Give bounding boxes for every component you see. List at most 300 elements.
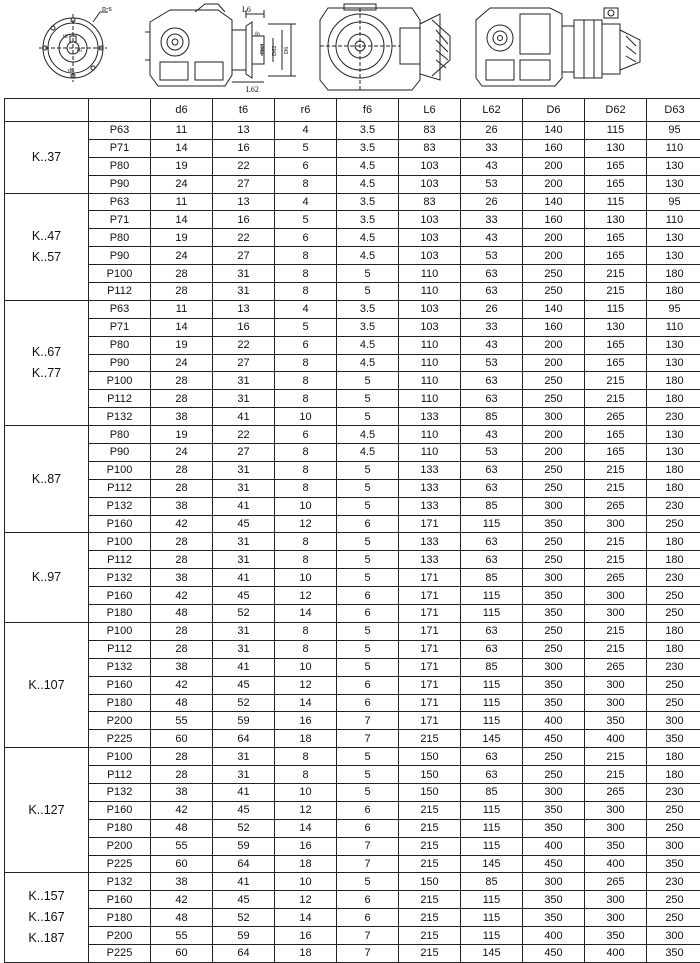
flange-size-cell: P180 <box>89 605 151 623</box>
value-cell: 8 <box>275 265 337 283</box>
label-n-s: n-s <box>102 4 112 13</box>
value-cell: 130 <box>647 426 700 444</box>
value-cell: 180 <box>647 265 700 283</box>
model-name: K..37 <box>5 147 88 168</box>
value-cell: 42 <box>151 891 213 909</box>
value-cell: 7 <box>337 712 399 730</box>
value-cell: 43 <box>461 426 523 444</box>
value-cell: 150 <box>399 783 461 801</box>
value-cell: 3.5 <box>337 122 399 140</box>
value-cell: 63 <box>461 283 523 301</box>
value-cell: 250 <box>647 891 700 909</box>
table-row <box>5 873 700 891</box>
value-cell: 171 <box>399 640 461 658</box>
value-cell: 250 <box>647 909 700 927</box>
value-cell: 160 <box>523 139 585 157</box>
table-row <box>5 139 700 157</box>
flange-size-cell: P132 <box>89 658 151 676</box>
value-cell: 115 <box>461 694 523 712</box>
flange-size-cell: P100 <box>89 622 151 640</box>
value-cell: 95 <box>647 122 700 140</box>
value-cell: 115 <box>461 927 523 945</box>
value-cell: 215 <box>399 819 461 837</box>
value-cell: 4 <box>275 193 337 211</box>
value-cell: 5 <box>337 461 399 479</box>
value-cell: 350 <box>647 944 700 962</box>
value-cell: 85 <box>461 783 523 801</box>
value-cell: 43 <box>461 336 523 354</box>
value-cell: 33 <box>461 211 523 229</box>
flange-size-cell: P100 <box>89 748 151 766</box>
value-cell: 133 <box>399 497 461 515</box>
value-cell: 171 <box>399 515 461 533</box>
table-row <box>5 927 700 945</box>
value-cell: 110 <box>647 318 700 336</box>
value-cell: 250 <box>647 587 700 605</box>
value-cell: 215 <box>585 461 647 479</box>
value-cell: 14 <box>151 139 213 157</box>
table-row <box>5 622 700 640</box>
value-cell: 14 <box>275 605 337 623</box>
value-cell: 350 <box>523 819 585 837</box>
value-cell: 130 <box>647 336 700 354</box>
flange-size-cell: P160 <box>89 587 151 605</box>
value-cell: 10 <box>275 873 337 891</box>
value-cell: 52 <box>213 694 275 712</box>
value-cell: 41 <box>213 408 275 426</box>
value-cell: 53 <box>461 444 523 462</box>
value-cell: 133 <box>399 551 461 569</box>
value-cell: 4.5 <box>337 175 399 193</box>
value-cell: 41 <box>213 658 275 676</box>
column-header: d6 <box>151 99 213 122</box>
value-cell: 171 <box>399 605 461 623</box>
value-cell: 18 <box>275 855 337 873</box>
value-cell: 171 <box>399 694 461 712</box>
value-cell: 28 <box>151 390 213 408</box>
value-cell: 41 <box>213 497 275 515</box>
flange-size-cell: P180 <box>89 819 151 837</box>
value-cell: 180 <box>647 461 700 479</box>
flange-size-cell: P100 <box>89 533 151 551</box>
value-cell: 64 <box>213 730 275 748</box>
table-row <box>5 318 700 336</box>
table-row <box>5 730 700 748</box>
flange-size-cell: P90 <box>89 175 151 193</box>
value-cell: 215 <box>585 283 647 301</box>
flange-size-cell: P112 <box>89 766 151 784</box>
label-D6: D6 <box>284 47 290 54</box>
value-cell: 63 <box>461 461 523 479</box>
table-row <box>5 533 700 551</box>
value-cell: 5 <box>337 783 399 801</box>
value-cell: 171 <box>399 587 461 605</box>
value-cell: 28 <box>151 479 213 497</box>
value-cell: 28 <box>151 372 213 390</box>
value-cell: 31 <box>213 283 275 301</box>
value-cell: 215 <box>399 855 461 873</box>
table-row <box>5 819 700 837</box>
label-D62: D62 <box>272 46 278 56</box>
value-cell: 8 <box>275 551 337 569</box>
model-name: K..167 <box>5 907 88 928</box>
value-cell: 48 <box>151 819 213 837</box>
table-row <box>5 551 700 569</box>
value-cell: 215 <box>585 766 647 784</box>
model-group-cell <box>5 873 89 962</box>
value-cell: 180 <box>647 390 700 408</box>
value-cell: 115 <box>461 837 523 855</box>
value-cell: 83 <box>399 139 461 157</box>
value-cell: 350 <box>523 694 585 712</box>
value-cell: 85 <box>461 497 523 515</box>
flange-size-cell: P112 <box>89 551 151 569</box>
value-cell: 41 <box>213 873 275 891</box>
value-cell: 300 <box>585 891 647 909</box>
value-cell: 180 <box>647 640 700 658</box>
value-cell: 95 <box>647 193 700 211</box>
value-cell: 250 <box>523 372 585 390</box>
table-row <box>5 909 700 927</box>
value-cell: 6 <box>337 891 399 909</box>
value-cell: 19 <box>151 229 213 247</box>
value-cell: 6 <box>275 157 337 175</box>
value-cell: 38 <box>151 783 213 801</box>
value-cell: 4.5 <box>337 157 399 175</box>
value-cell: 5 <box>337 390 399 408</box>
flange-size-cell: P180 <box>89 694 151 712</box>
table-row <box>5 354 700 372</box>
flange-size-cell: P132 <box>89 873 151 891</box>
value-cell: 14 <box>275 909 337 927</box>
value-cell: 215 <box>399 837 461 855</box>
value-cell: 45 <box>213 676 275 694</box>
column-header: D6 <box>523 99 585 122</box>
value-cell: 85 <box>461 408 523 426</box>
label-r6: r6 <box>77 48 82 54</box>
value-cell: 165 <box>585 444 647 462</box>
value-cell: 300 <box>523 497 585 515</box>
model-group-cell <box>5 533 89 622</box>
gearbox-side-view <box>145 4 296 86</box>
table-row <box>5 766 700 784</box>
flange-size-cell: P200 <box>89 927 151 945</box>
value-cell: 63 <box>461 551 523 569</box>
value-cell: 26 <box>461 193 523 211</box>
value-cell: 115 <box>461 909 523 927</box>
value-cell: 215 <box>585 551 647 569</box>
value-cell: 250 <box>523 640 585 658</box>
flange-size-cell: P71 <box>89 139 151 157</box>
value-cell: 31 <box>213 265 275 283</box>
value-cell: 27 <box>213 444 275 462</box>
value-cell: 215 <box>585 372 647 390</box>
table-row <box>5 426 700 444</box>
value-cell: 6 <box>275 229 337 247</box>
value-cell: 52 <box>213 819 275 837</box>
value-cell: 6 <box>337 587 399 605</box>
value-cell: 165 <box>585 354 647 372</box>
value-cell: 19 <box>151 157 213 175</box>
value-cell: 180 <box>647 283 700 301</box>
table-row <box>5 157 700 175</box>
table-row <box>5 461 700 479</box>
flange-size-cell: P132 <box>89 783 151 801</box>
flange-size-cell: P63 <box>89 122 151 140</box>
value-cell: 38 <box>151 569 213 587</box>
value-cell: 300 <box>585 515 647 533</box>
value-cell: 5 <box>337 372 399 390</box>
value-cell: 55 <box>151 712 213 730</box>
value-cell: 230 <box>647 658 700 676</box>
flange-size-cell: P80 <box>89 336 151 354</box>
value-cell: 200 <box>523 229 585 247</box>
value-cell: 27 <box>213 175 275 193</box>
table-row <box>5 211 700 229</box>
model-group-cell <box>5 748 89 873</box>
value-cell: 28 <box>151 766 213 784</box>
value-cell: 8 <box>275 354 337 372</box>
value-cell: 42 <box>151 801 213 819</box>
value-cell: 215 <box>399 891 461 909</box>
table-header-row <box>5 99 700 122</box>
value-cell: 350 <box>523 515 585 533</box>
value-cell: 55 <box>151 837 213 855</box>
value-cell: 300 <box>585 605 647 623</box>
value-cell: 115 <box>461 587 523 605</box>
value-cell: 115 <box>461 801 523 819</box>
value-cell: 24 <box>151 444 213 462</box>
value-cell: 115 <box>585 300 647 318</box>
value-cell: 130 <box>647 157 700 175</box>
value-cell: 22 <box>213 426 275 444</box>
value-cell: 110 <box>399 372 461 390</box>
table-row <box>5 783 700 801</box>
value-cell: 300 <box>585 694 647 712</box>
column-header <box>89 99 151 122</box>
value-cell: 3.5 <box>337 193 399 211</box>
value-cell: 63 <box>461 622 523 640</box>
value-cell: 43 <box>461 229 523 247</box>
dimension-table <box>4 98 700 963</box>
value-cell: 250 <box>523 622 585 640</box>
label-L62: L62 <box>246 85 259 94</box>
value-cell: 24 <box>151 175 213 193</box>
value-cell: 110 <box>399 336 461 354</box>
value-cell: 115 <box>585 193 647 211</box>
value-cell: 215 <box>399 944 461 962</box>
table-row <box>5 444 700 462</box>
value-cell: 5 <box>337 551 399 569</box>
value-cell: 19 <box>151 426 213 444</box>
value-cell: 8 <box>275 640 337 658</box>
value-cell: 200 <box>523 157 585 175</box>
value-cell: 215 <box>585 390 647 408</box>
value-cell: 300 <box>523 408 585 426</box>
value-cell: 63 <box>461 748 523 766</box>
value-cell: 350 <box>523 676 585 694</box>
table-row <box>5 891 700 909</box>
value-cell: 200 <box>523 444 585 462</box>
value-cell: 115 <box>461 891 523 909</box>
flange-size-cell: P160 <box>89 676 151 694</box>
value-cell: 16 <box>213 318 275 336</box>
value-cell: 33 <box>461 139 523 157</box>
flange-size-cell: P71 <box>89 211 151 229</box>
value-cell: 10 <box>275 408 337 426</box>
value-cell: 13 <box>213 300 275 318</box>
value-cell: 3.5 <box>337 300 399 318</box>
value-cell: 171 <box>399 658 461 676</box>
value-cell: 4.5 <box>337 336 399 354</box>
value-cell: 31 <box>213 533 275 551</box>
value-cell: 45 <box>213 801 275 819</box>
value-cell: 200 <box>523 354 585 372</box>
value-cell: 165 <box>585 229 647 247</box>
value-cell: 215 <box>585 622 647 640</box>
value-cell: 130 <box>585 139 647 157</box>
value-cell: 215 <box>399 909 461 927</box>
table-row <box>5 300 700 318</box>
value-cell: 6 <box>337 605 399 623</box>
value-cell: 160 <box>523 318 585 336</box>
value-cell: 300 <box>585 909 647 927</box>
value-cell: 250 <box>523 390 585 408</box>
value-cell: 350 <box>647 730 700 748</box>
value-cell: 14 <box>151 211 213 229</box>
value-cell: 55 <box>151 927 213 945</box>
model-name: K..107 <box>5 675 88 696</box>
value-cell: 26 <box>461 300 523 318</box>
gearbox-front-view <box>320 4 450 90</box>
value-cell: 110 <box>399 265 461 283</box>
value-cell: 31 <box>213 372 275 390</box>
flange-size-cell: P100 <box>89 372 151 390</box>
value-cell: 215 <box>585 533 647 551</box>
value-cell: 103 <box>399 211 461 229</box>
value-cell: 400 <box>585 944 647 962</box>
value-cell: 85 <box>461 873 523 891</box>
value-cell: 350 <box>523 587 585 605</box>
value-cell: 42 <box>151 587 213 605</box>
table-row <box>5 944 700 962</box>
column-header: L62 <box>461 99 523 122</box>
flange-size-cell: P112 <box>89 283 151 301</box>
value-cell: 200 <box>523 426 585 444</box>
value-cell: 300 <box>647 712 700 730</box>
value-cell: 42 <box>151 676 213 694</box>
table-row <box>5 801 700 819</box>
value-cell: 300 <box>585 676 647 694</box>
value-cell: 133 <box>399 461 461 479</box>
model-name: K..77 <box>5 363 88 384</box>
value-cell: 350 <box>523 891 585 909</box>
value-cell: 171 <box>399 676 461 694</box>
value-cell: 145 <box>461 730 523 748</box>
value-cell: 18 <box>275 730 337 748</box>
value-cell: 8 <box>275 372 337 390</box>
value-cell: 165 <box>585 426 647 444</box>
table-row <box>5 676 700 694</box>
value-cell: 200 <box>523 336 585 354</box>
value-cell: 265 <box>585 873 647 891</box>
value-cell: 8 <box>275 479 337 497</box>
table-body <box>5 122 700 963</box>
value-cell: 265 <box>585 569 647 587</box>
flange-size-cell: P112 <box>89 479 151 497</box>
column-header: f6 <box>337 99 399 122</box>
value-cell: 53 <box>461 247 523 265</box>
model-name: K..187 <box>5 928 88 949</box>
flange-size-cell: P90 <box>89 354 151 372</box>
value-cell: 3.5 <box>337 211 399 229</box>
value-cell: 350 <box>523 605 585 623</box>
value-cell: 4 <box>275 300 337 318</box>
table-row <box>5 390 700 408</box>
value-cell: 110 <box>399 444 461 462</box>
value-cell: 60 <box>151 730 213 748</box>
value-cell: 27 <box>213 247 275 265</box>
value-cell: 350 <box>647 855 700 873</box>
value-cell: 11 <box>151 300 213 318</box>
value-cell: 250 <box>647 801 700 819</box>
value-cell: 103 <box>399 229 461 247</box>
value-cell: 63 <box>461 533 523 551</box>
value-cell: 5 <box>337 569 399 587</box>
table-row <box>5 229 700 247</box>
value-cell: 180 <box>647 622 700 640</box>
value-cell: 7 <box>337 927 399 945</box>
label-L6: L6 <box>242 5 251 14</box>
value-cell: 5 <box>337 622 399 640</box>
value-cell: 28 <box>151 461 213 479</box>
table-row <box>5 515 700 533</box>
flange-size-cell: P100 <box>89 461 151 479</box>
value-cell: 115 <box>461 712 523 730</box>
value-cell: 5 <box>337 408 399 426</box>
value-cell: 4.5 <box>337 354 399 372</box>
value-cell: 103 <box>399 157 461 175</box>
value-cell: 165 <box>585 336 647 354</box>
value-cell: 43 <box>461 157 523 175</box>
technical-drawings <box>0 0 700 98</box>
value-cell: 215 <box>585 640 647 658</box>
value-cell: 31 <box>213 748 275 766</box>
value-cell: 110 <box>399 283 461 301</box>
value-cell: 265 <box>585 783 647 801</box>
value-cell: 140 <box>523 193 585 211</box>
table-row <box>5 497 700 515</box>
value-cell: 103 <box>399 318 461 336</box>
value-cell: 5 <box>275 139 337 157</box>
flange-size-cell: P200 <box>89 837 151 855</box>
value-cell: 110 <box>399 426 461 444</box>
model-group-cell <box>5 426 89 533</box>
value-cell: 165 <box>585 247 647 265</box>
value-cell: 145 <box>461 944 523 962</box>
value-cell: 350 <box>585 927 647 945</box>
value-cell: 150 <box>399 748 461 766</box>
value-cell: 5 <box>275 318 337 336</box>
value-cell: 28 <box>151 283 213 301</box>
value-cell: 8 <box>275 622 337 640</box>
value-cell: 400 <box>523 927 585 945</box>
value-cell: 300 <box>523 873 585 891</box>
value-cell: 63 <box>461 766 523 784</box>
value-cell: 22 <box>213 229 275 247</box>
table-row <box>5 605 700 623</box>
value-cell: 4.5 <box>337 229 399 247</box>
